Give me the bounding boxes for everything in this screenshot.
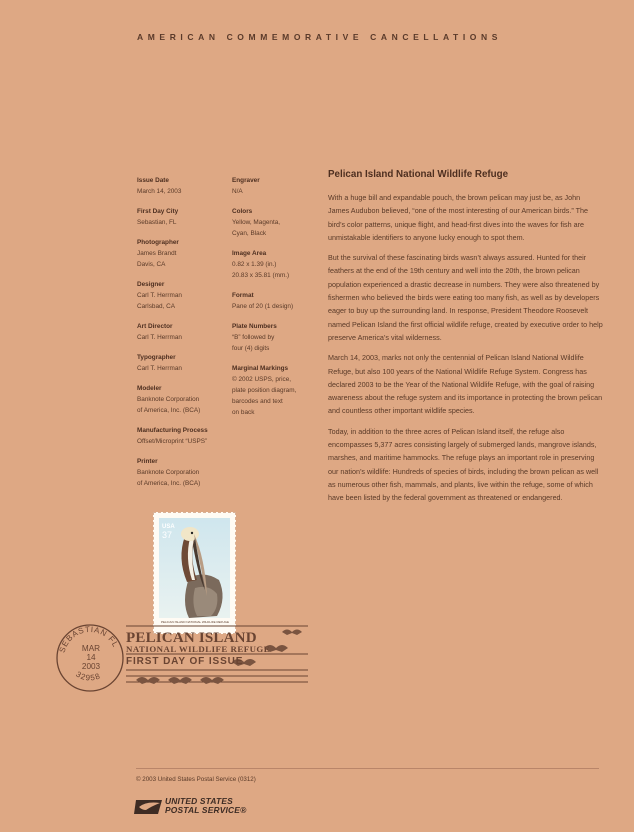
- page-header: AMERICAN COMMEMORATIVE CANCELLATIONS: [137, 32, 503, 42]
- pelican-stamp-art: [159, 518, 230, 626]
- spec-value: Yellow, Magenta,: [232, 219, 281, 226]
- article-paragraph: But the survival of these fascinating birds wasn’t always assured. Hunted for their feathers at the end of the 19th century and well into the 20th, the brown pelican population experienced a drastic decrease in numbers. They were also threatened by fishermen who believed the birds were eating too many fish, as well as by developers eager to buy up the surrounding land. In response, President Theodore Roosevelt named Pelican Island the first official wildlife refuge, created by executive order to help preserve America’s vital wilderness.: [328, 253, 603, 342]
- article-paragraph: With a huge bill and expandable pouch, the brown pelican may just be, as John James Audubon believed, “one of the most interesting of our American birds.” The bird’s color patterns, unique flight, and head-first dives into the waves for fish are unmistakable identifiers to anyone lucky enough to spot them.: [328, 193, 588, 242]
- spec-value: Carlsbad, CA: [137, 303, 176, 310]
- spec-label: Format: [232, 292, 254, 299]
- spec-value: Sebastian, FL: [137, 219, 177, 226]
- specs-middle-column: [232, 175, 318, 427]
- postmark-zip: 32958: [74, 669, 103, 683]
- spec-value: plate position diagram,: [232, 387, 297, 394]
- postmark-city: SEBASTIAN FL: [57, 624, 121, 654]
- registered-mark: ®: [240, 805, 247, 815]
- spec-block: [137, 237, 229, 270]
- stamp-caption: PELICAN ISLAND NATIONAL WILDLIFE REFUGE: [161, 620, 230, 624]
- spec-label: Photographer: [137, 239, 179, 246]
- article-paragraph: Today, in addition to the three acres of Pelican Island itself, the refuge also encompasses 5,377 acres consisting largely of submerged lands, mangrove islands, marshes, and maritime hammocks. The refuge plays an important role in preserving our nation’s wildlife: Hundreds of species of birds, including the brown pelican as well as numerous other fish, mammals, and plants, live within the refuge, some of which have been listed by the federal government as threatened or endangered.: [328, 426, 599, 503]
- spec-block: [232, 363, 318, 418]
- spec-value: March 14, 2003: [137, 188, 182, 195]
- spec-block: [232, 175, 318, 197]
- article-body: [328, 191, 603, 505]
- usps-wordmark-line2: [165, 805, 246, 815]
- cancellation-first-day: FIRST DAY OF ISSUE: [126, 656, 244, 667]
- spec-value: 0.82 x 1.39 (in.): [232, 261, 277, 268]
- spec-label: Manufacturing Process: [137, 427, 208, 434]
- spec-value: “B” followed by: [232, 334, 275, 341]
- spec-label: Designer: [137, 281, 165, 288]
- spec-label: Modeler: [137, 385, 162, 392]
- spec-value: Davis, CA: [137, 261, 166, 268]
- spec-value: Pane of 20 (1 design): [232, 303, 294, 310]
- cancellation-subtitle: NATIONAL WILDLIFE REFUGE: [126, 644, 271, 654]
- spec-block: [137, 383, 229, 416]
- spec-value: on back: [232, 409, 255, 416]
- spec-value: James Brandt: [137, 250, 177, 257]
- spec-block: [137, 425, 229, 447]
- spec-value: barcodes and text: [232, 398, 283, 405]
- spec-value: Banknote Corporation: [137, 396, 200, 403]
- spec-label: Colors: [232, 208, 253, 215]
- spec-value: of America, Inc. (BCA): [137, 407, 201, 414]
- spec-value: Banknote Corporation: [137, 469, 200, 476]
- spec-value: Offset/Microprint “USPS”: [137, 438, 208, 445]
- spec-label: Printer: [137, 458, 158, 465]
- footer-divider: [136, 768, 599, 769]
- usps-wordmark-line1: UNITED STATES: [165, 796, 233, 806]
- spec-label: Image Area: [232, 250, 267, 257]
- spec-label: Engraver: [232, 177, 260, 184]
- postmark-year: 2003: [81, 662, 101, 671]
- spec-block: [232, 321, 318, 354]
- spec-value: N/A: [232, 188, 243, 195]
- specs-left-column: [137, 175, 229, 498]
- cancellation-title: PELICAN ISLAND: [126, 630, 257, 646]
- spec-block: [137, 321, 229, 343]
- spec-label: Marginal Markings: [232, 365, 289, 372]
- postmark-month: MAR: [81, 644, 101, 653]
- copyright-notice: © 2003 United States Postal Service (0312): [136, 776, 256, 783]
- article: [328, 169, 603, 512]
- spec-label: Art Director: [137, 323, 173, 330]
- spec-block: [137, 279, 229, 312]
- spec-label: Plate Numbers: [232, 323, 277, 330]
- spec-block: [137, 206, 229, 228]
- spec-value: Carl T. Herrman: [137, 292, 182, 299]
- spec-label: Typographer: [137, 354, 176, 361]
- article-paragraph: March 14, 2003, marks not only the centennial of Pelican Island National Wildlife Refuge, but also 100 years of the National Wildlife Refuge System. Congress has declared 2003 to be the Year of the National Wildlife Refuge, with the goal of raising awareness about the refuge system and its importance in protecting the brown pelican and countless other important wildlife species.: [328, 353, 603, 416]
- spec-label: First Day City: [137, 208, 179, 215]
- spec-value: 20.83 x 35.81 (mm.): [232, 272, 290, 279]
- spec-value: Carl T. Herrman: [137, 334, 182, 341]
- spec-value: Cyan, Black: [232, 230, 267, 237]
- article-title: Pelican Island National Wildlife Refuge: [328, 169, 509, 180]
- svg-text:32958: [74, 670, 102, 683]
- spec-value: four (4) digits: [232, 345, 270, 352]
- spec-block: [232, 248, 318, 281]
- stamp-country: USA: [162, 524, 175, 530]
- spec-block: [232, 206, 318, 239]
- spec-block: [137, 456, 229, 489]
- spec-block: [137, 352, 229, 374]
- spec-value: © 2002 USPS, price,: [232, 376, 292, 383]
- spec-value: Carl T. Herrman: [137, 365, 182, 372]
- spec-label: Issue Date: [137, 177, 169, 184]
- stamp-denomination: 37: [162, 530, 173, 540]
- spec-block: [137, 175, 229, 197]
- postmark-day: 14: [86, 653, 96, 662]
- usps-wordmark-text: POSTAL SERVICE: [165, 805, 241, 815]
- spec-block: [232, 290, 318, 312]
- pelican-stamp: [153, 512, 236, 634]
- spec-value: of America, Inc. (BCA): [137, 480, 201, 487]
